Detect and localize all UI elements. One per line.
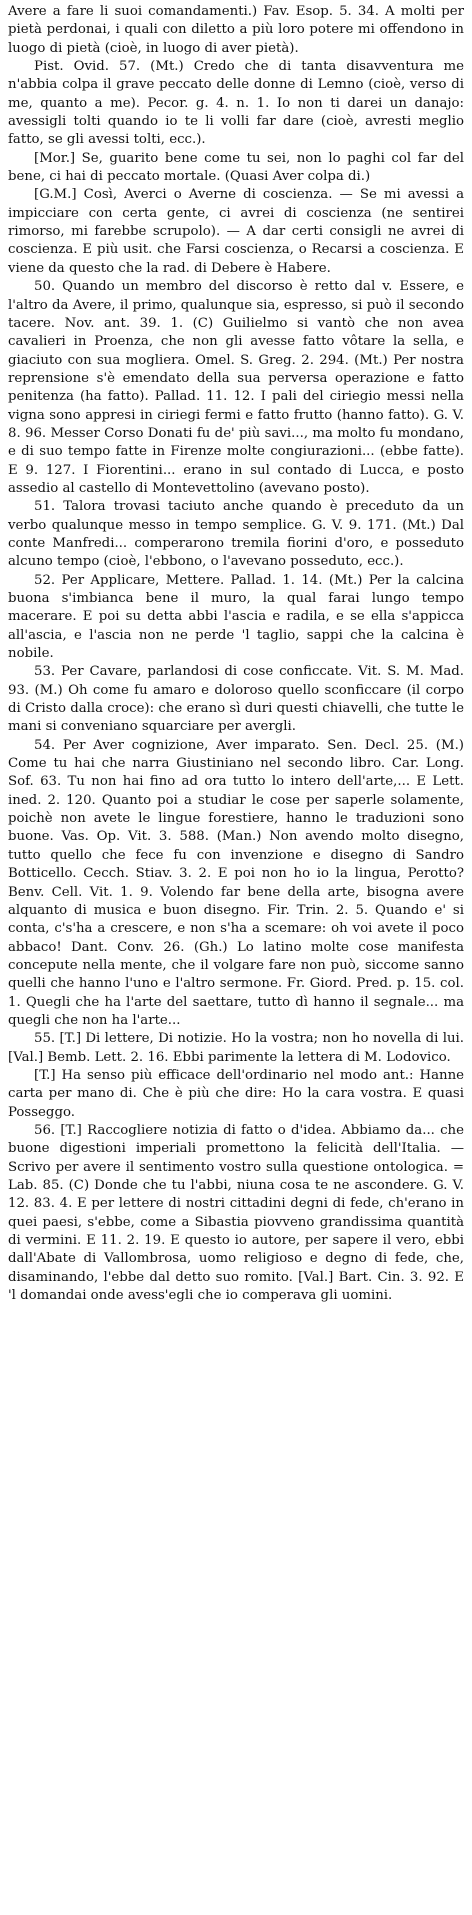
entry-paragraph: [Mor.] Se, guarito bene come tu sei, non lo paghi col far del bene, ci hai di peccato mortale. (Quasi Aver colpa di.) <box>8 150 464 185</box>
sense-55: 55. [T.] Di lettere, Di notizie. Ho la vostra; non ho novella di lui. [Val.] Bemb. Lett. 2. 16. Ebbi parimente la lettera di M. Lodovico. <box>8 1031 464 1065</box>
entry-paragraph: Avere a fare li suoi comandamenti.) Fav. Esop. 5. 34. A molti per pietà perdonai, i quali con diletto a più loro potere mi offendono in luogo di pietà (cioè, in luogo di aver pietà). <box>8 4 464 56</box>
entry-paragraph: Pist. Ovid. 57. (Mt.) Credo che di tanta disavventura me n'abbia colpa il grave peccato delle donne di Lemno (cioè, verso di me, quanto a me). Pecor. g. 4. n. 1. Io non ti darei un danajo: avessigli tolti quando io te li volli far dare (cioè, avresti meglio fatto, se gli avessi tolti, ecc.). <box>8 59 464 148</box>
sense-53: 53. Per Cavare, parlandosi di cose conficcate. Vit. S. M. Mad. 93. (M.) Oh come fu amaro e doloroso quello sconficcare (il corpo di Cristo dalla croce): che erano sì duri questi chiavelli, che tutte le mani si conveniano squarciare per avergli. <box>8 664 464 735</box>
sense-50: 50. Quando un membro del discorso è retto dal v. Essere, e l'altro da Avere, il primo, qualunque sia, espresso, si può il secondo tacere. Nov. ant. 39. 1. (C) Guilielmo si vantò che non avea cavalieri in Proenza, che non gli avesse fatto vôtare la sella, e giaciuto con sua mogliera. Omel. S. Greg. 2. 294. (Mt.) Per nostra reprensione s'è emendato della sua perversa operazione e fatto penitenza (ha fatto). Pallad. 11. 12. I pali del ciriegio messi nella vigna sono appresi in ciriegi fermi e fatto frutto (hanno fatto). G. V. 8. 96. Messer Corso Donati fu de' più savi..., ma molto fu mondano, e di suo tempo fatte in Firenze molte congiurazioni... (ebbe fatte). E 9. 127. I Fiorentini... erano in sul contado di Lucca, e posto assedio al castello di Montevettolino (avevano posto). <box>8 279 464 496</box>
sense-52: 52. Per Applicare, Mettere. Pallad. 1. 14. (Mt.) Per la calcina buona s'imbianca bene il muro, la qual farai lungo tempo macerare. E poi su detta abbi l'ascia e radila, e se ella s'appicca all'ascia, e l'ascia non ne perde 'l taglio, sappi che la calcina è nobile. <box>8 572 464 662</box>
dictionary-page <box>8 3 464 1305</box>
sense-56: 56. [T.] Raccogliere notizia di fatto o d'idea. Abbiamo da... che buone digestioni imperiali promettono la felicità dell'Italia. — Scrivo per avere il sentimento vostro sulla questione ontologica. = Lab. 85. (C) Donde che tu l'abbi, niuna cosa te ne ascondere. G. V. 12. 83. 4. E per lettere di nostri cittadini degni di fede, ch'erano in quei paesi, s'ebbe, come a Sibastia piovveno grandissima quantità di vermini. E 11. 2. 19. E questo io autore, per sapere il vero, ebbi dall'Abate di Vallombrosa, uomo religioso e degno di fede, che, disaminando, l'ebbe dal detto suo romito. [Val.] Bart. Cin. 3. 92. E 'l domandai onde avess'egli che io comperava gli uomini. <box>8 1122 464 1304</box>
sense-54: 54. Per Aver cognizione, Aver imparato. Sen. Decl. 25. (M.) Come tu hai che narra Giustiniano nel secondo libro. Car. Long. Sof. 63. Tu non hai fino ad ora tutto lo intero dell'arte,... E Lett. ined. 2. 120. Quanto poi a studiar le cose per saperle solamente, poichè non avete le lingue forestiere, hanno le traduzioni sono buone. Vas. Op. Vit. 3. 588. (Man.) Non avendo molto disegno, tutto quello che fece fu con invenzione e disegno di Sandro Botticello. Cecch. Stiav. 3. 2. E poi non ho io la lingua, Perotto? Benv. Cell. Vit. 1. 9. Volendo far bene della arte, bisogna avere alquanto di musica e buon disegno. Fir. Trin. 2. 5. Quando e' si conta, c's'ha a crescere, e non s'ha a scemare: oh voi avete il poco abbaco! Dant. Conv. 26. (Gh.) Lo latino molte cose manifesta concepute nella mente, che il volgare fare non può, siccome sanno quelli che hanno l'uno e l'altro sermone. Fr. Giord. Pred. p. 15. col. 1. Quegli che ha l'arte del saettare, tutto dì hanno il segnale... ma quegli che non ha l'arte... <box>8 737 464 1028</box>
entry-paragraph: [T.] Ha senso più efficace dell'ordinario nel modo ant.: Hanne carta per mano di. Che è più che dire: Ho la cara vostra. E quasi Posseggo. <box>8 1067 464 1120</box>
sense-51: 51. Talora trovasi taciuto anche quando è preceduto da un verbo qualunque messo in tempo semplice. G. V. 9. 171. (Mt.) Dal conte Manfredi... comperarono tremila fiorini d'oro, e posseduto alcuno tempo (cioè, l'ebbono, o l'avevano posseduto, ecc.). <box>8 499 464 570</box>
entry-paragraph: [G.M.] Così, Averci o Averne di coscienza. — Se mi avessi a impicciare con certa gente, ci avrei di coscienza (ne sentirei rimorso, mi farebbe scrupolo). — A dar certi consigli ne avrei di coscienza. E più usit. che Farsi coscienza, o Recarsi a coscienza. E viene da questo che la rad. di Debere è Habere. <box>8 187 464 276</box>
